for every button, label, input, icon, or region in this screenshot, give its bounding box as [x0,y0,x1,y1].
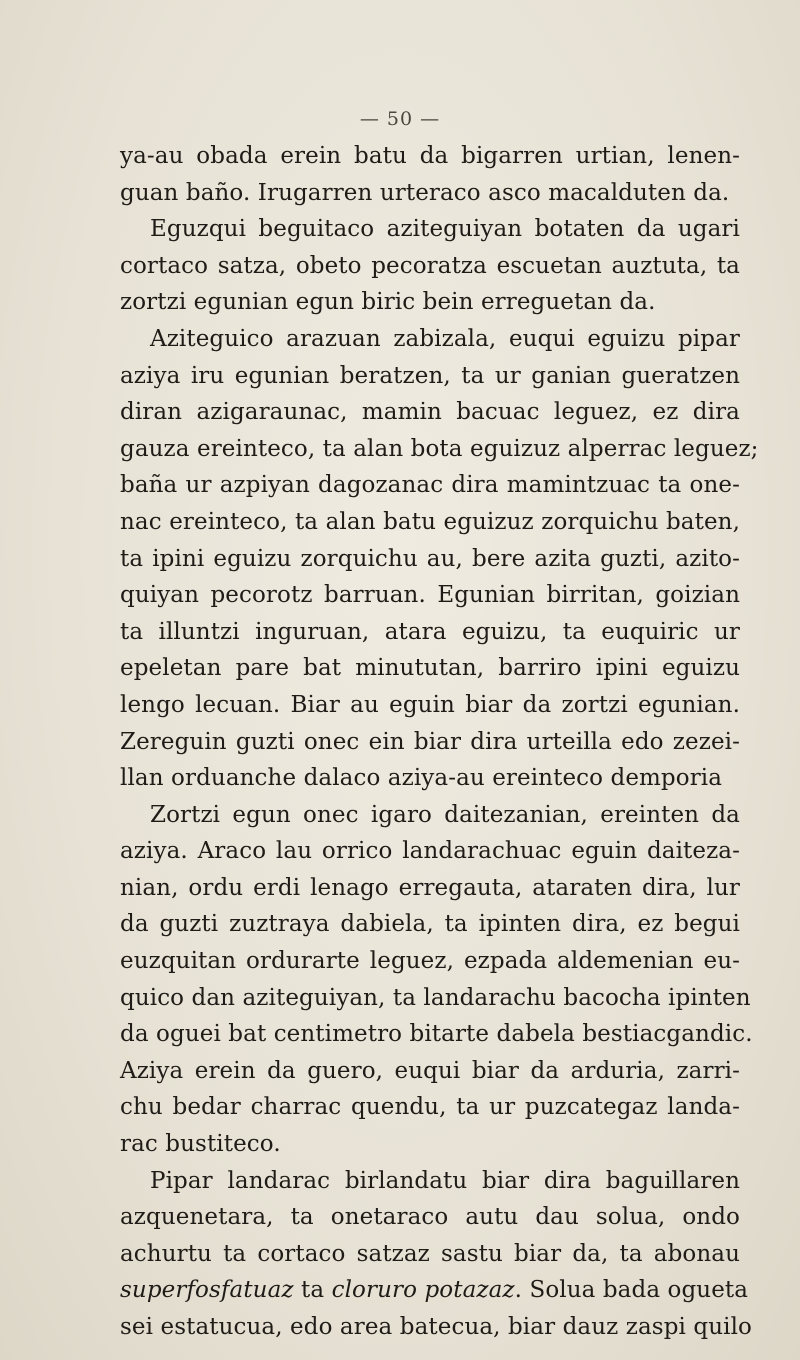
text-line: quico dan aziteguiyan, ta landarachu bacocha ipinten [120,984,751,1011]
text-line: guan baño. Irugarren urteraco asco macalduten da. [120,179,730,206]
text-line: chu bedar charrac quendu, ta ur puzcategaz landa- [120,1094,740,1121]
text-line: Eguzqui beguitaco aziteguiyan botaten da ugari [150,216,740,243]
text-fragment: ta [293,1277,332,1304]
text-line: ta ipini eguizu zorquichu au, bere azita guzti, azito- [120,545,740,572]
body-text [120,138,759,1346]
text-line: Aziya erein da guero, euqui biar da arduria, zarri- [120,1057,740,1084]
text-line: da oguei bat centimetro bitarte dabela bestiacgandic. [120,1021,753,1048]
text-line: Aziteguico arazuan zabizala, euqui eguizu pipar [150,325,740,352]
text-line: Zortzi egun onec igaro daitezanian, ereinten da [150,801,740,828]
page-number: — 50 — [359,108,441,130]
italic-term: superfosfatuaz [120,1277,294,1304]
text-line: diran azigaraunac, mamin bacuac leguez, ez dira [120,399,740,426]
text-line: nian, ordu erdi lenago erregauta, ataraten dira, lur [120,874,740,901]
text-line: cortaco satza, obeto pecoratza escuetan auztuta, ta [120,252,740,279]
text-line: quiyan pecorotz barruan. Egunian birritan, goizian [120,582,740,609]
text-line: da guzti zuztraya dabiela, ta ipinten dira, ez begui [120,911,740,938]
text-line: lengo lecuan. Biar au eguin biar da zortzi egunian. [120,691,740,718]
text-line-final: sei estatucua, edo area batecua, biar dauz zaspi quilo [120,1314,752,1340]
text-line: rac bustiteco. [120,1131,281,1158]
text-line: llan orduanche dalaco aziya-au ereinteco demporia [120,765,723,792]
text-line: azquenetara, ta onetaraco autu dau solua, ondo [120,1204,740,1231]
text-line: ya-au obada erein batu da bigarren urtian, lenen- [120,143,740,169]
text-line: epeletan pare bat minututan, barriro ipini eguizu [120,655,740,682]
text-fragment: . Solua bada ogueta [514,1277,749,1304]
text-line-italic [120,1272,749,1309]
text-line: Zereguin guzti onec ein biar dira urteilla edo zezei- [120,728,740,755]
text-line: aziya. Araco lau orrico landarachuac eguin daiteza- [120,838,740,865]
italic-term: cloruro potazaz [331,1277,515,1304]
text-line: gauza ereinteco, ta alan bota eguizuz alperrac leguez; [120,435,759,462]
text-line: aziya iru egunian beratzen, ta ur ganian gueratzen [120,362,740,389]
text-line: Pipar landarac birlandatu biar dira baguillaren [150,1167,740,1194]
text-line: ta illuntzi inguruan, atara eguizu, ta euquiric ur [120,618,740,645]
text-line: achurtu ta cortaco satzaz sastu biar da, ta abonau [120,1240,740,1267]
text-line: nac ereinteco, ta alan batu eguizuz zorquichu baten, [120,508,740,535]
text-line: euzquitan ordurarte leguez, ezpada aldemenian eu- [120,948,740,975]
text-line: zortzi egunian egun biric bein erreguetan da. [120,289,656,316]
text-line: baña ur azpiyan dagozanac dira mamintzuac ta one- [120,472,740,499]
